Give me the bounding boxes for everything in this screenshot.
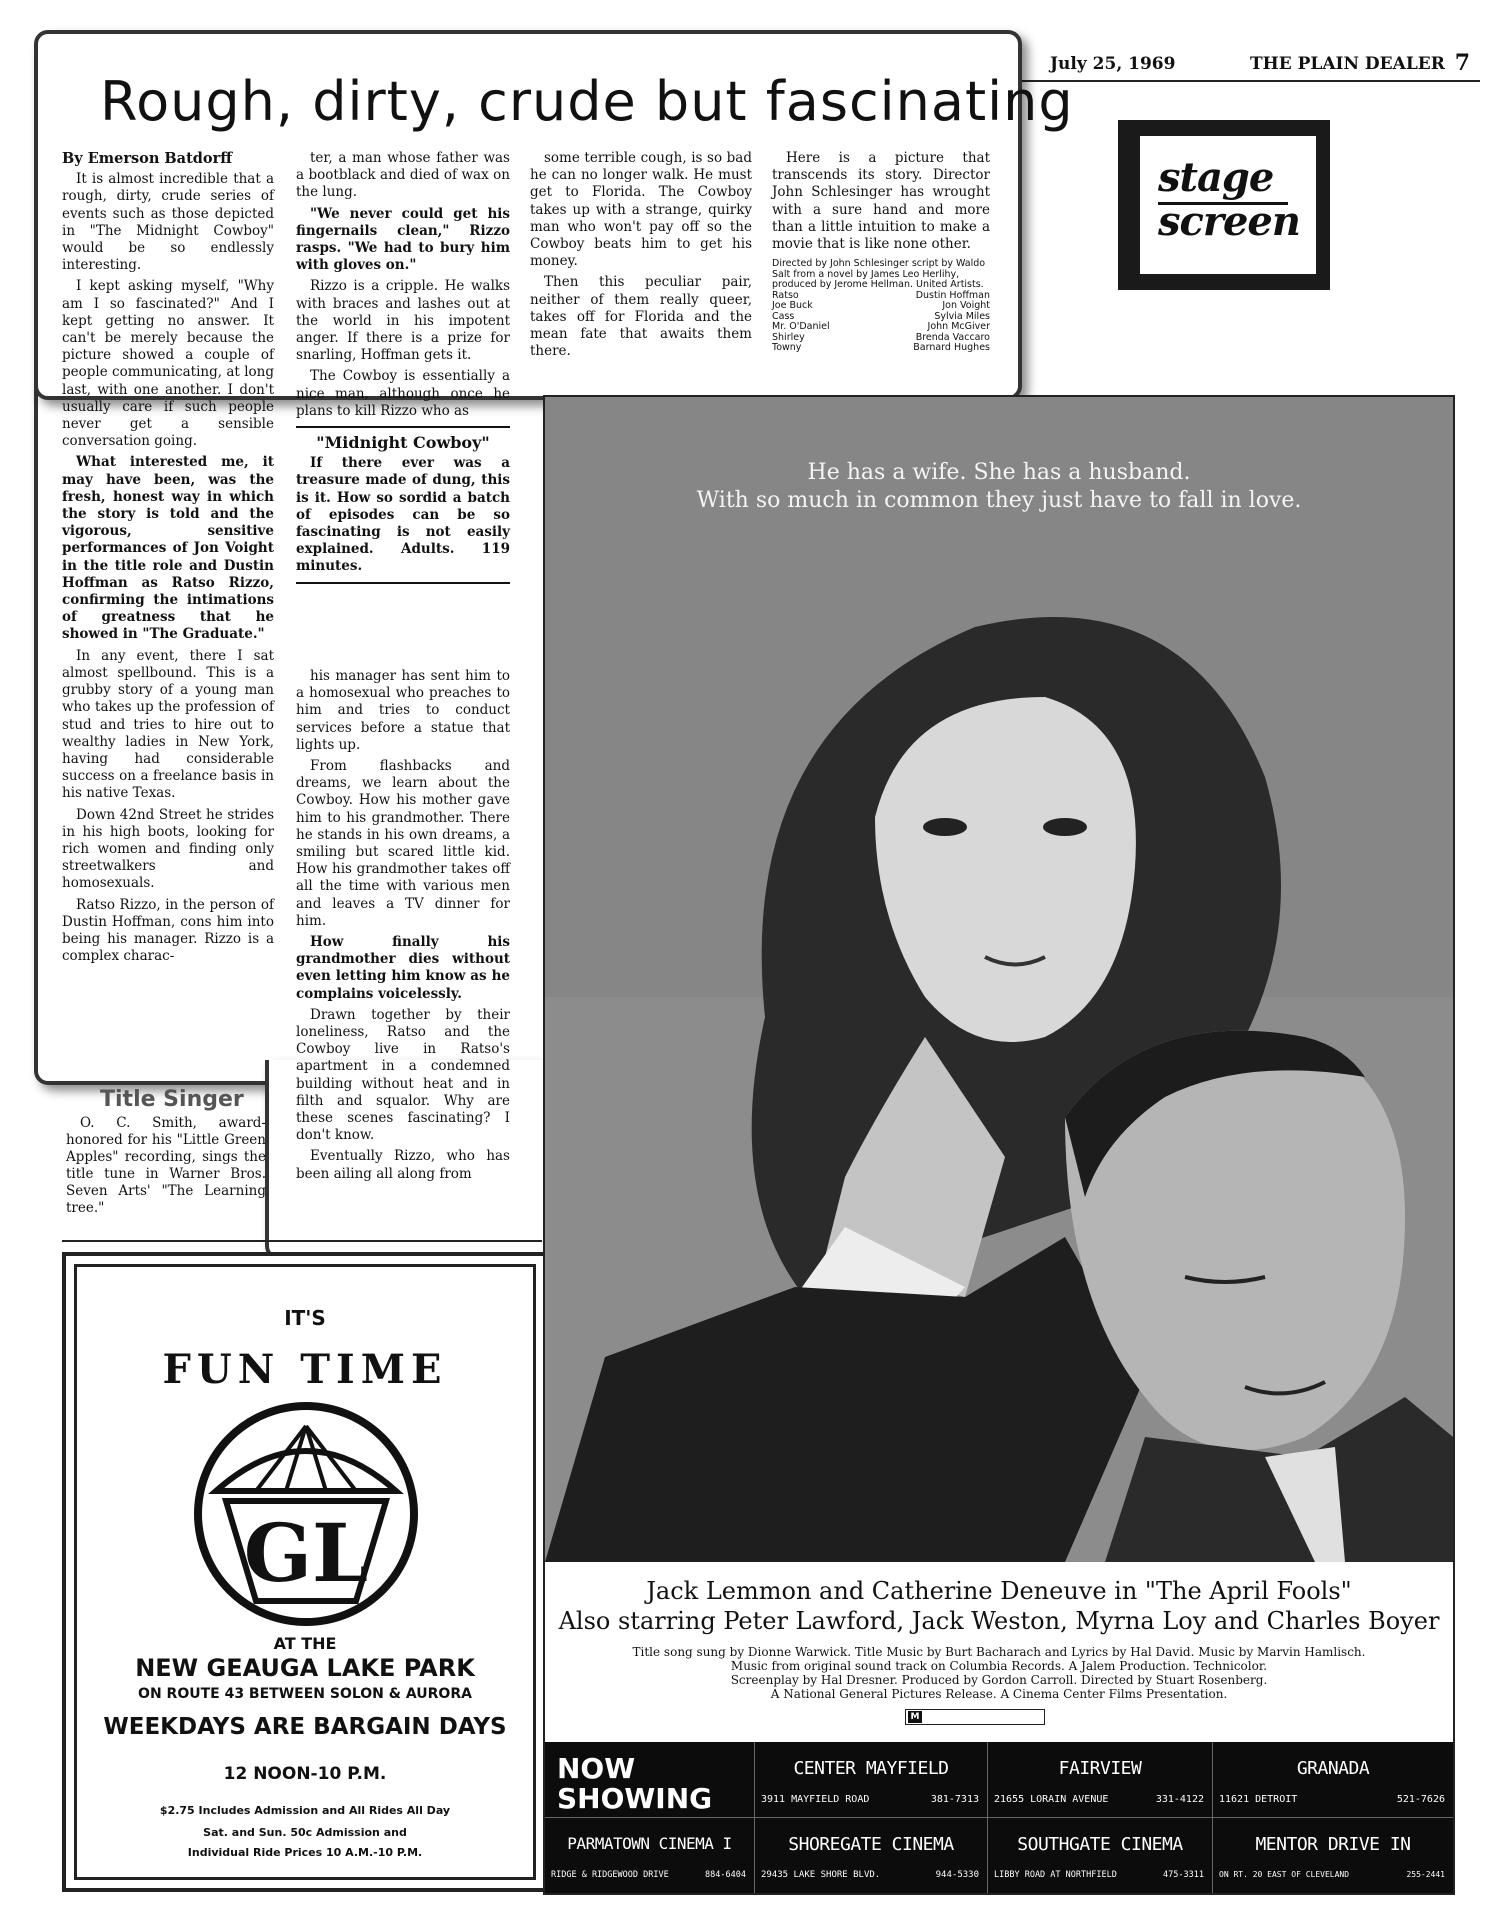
theater-cell <box>545 1818 755 1893</box>
fun-time-ad <box>62 1252 548 1892</box>
paragraph: Down 42nd Street he strides in his high boots, looking for rich women and finding only streetwalkers and homosexuals. <box>62 806 274 892</box>
paragraph: Then this peculiar pair, neither of them really queer, takes off for Florida and the mean fate that awaits them there. <box>530 274 752 360</box>
paragraph: some terrible cough, is so bad he can no longer walk. He must get to Florida. The Cowboy takes up with a strange, quirky man who won't pay off so the Cowboy beats him to get his money. <box>530 150 752 270</box>
theater-cell <box>1213 1742 1453 1818</box>
masthead-rule <box>1020 80 1480 82</box>
credit-row: Mr. O'Daniel John McGiver <box>772 321 990 333</box>
paragraph: his manager has sent him to a homosexual who preaches to him and tries to conduct services before a statue that lights up. <box>296 668 510 753</box>
fun-time-hours: 12 NOON-10 P.M. <box>223 1764 387 1784</box>
paragraph: The Cowboy is essentially a nice man, although once he plans to kill Rizzo who as <box>296 368 510 419</box>
theater-phone: 331-4122 <box>1155 1794 1204 1805</box>
credit-row: Ratso Dustin Hoffman <box>772 289 990 301</box>
theater-cell <box>755 1818 988 1893</box>
logo-line-screen: screen <box>1158 198 1300 245</box>
article-headline: Rough, dirty, crude but fascinating <box>100 70 1074 133</box>
tagline-line-1: He has a wife. She has a husband. <box>807 460 1191 485</box>
credit-row: Cass Sylvia Miles <box>772 310 990 322</box>
theater-phone: 255-2441 <box>1406 1870 1445 1879</box>
paragraph: From flashbacks and dreams, we learn about the Cowboy. How his mother gave him to his grandmother. There he stands in his own dreams, a smiling but scared little kid. How his grandmother takes off all the time with various men and leaves a TV dinner for him. <box>296 758 510 929</box>
couple-photo-icon <box>545 397 1453 1562</box>
theater-phone: 521-7626 <box>1396 1794 1445 1805</box>
paragraph: Drawn together by their loneliness, Ratso and the Cowboy live in Ratso's apartment in a condemned building without heat and in filth and squalor. Why are these scenes fascinating? I don't know. <box>296 1006 510 1144</box>
title-singer-heading: Title Singer <box>100 1087 244 1112</box>
paragraph: I kept asking myself, "Why am I so fascinated?" And I kept getting no answer. It can't be merely because the picture showed a couple of people communicating, at long last, with one another. I don't usually care if such people never get a sensible conversation going. <box>62 278 274 450</box>
review-box-title: "Midnight Cowboy" <box>316 433 490 453</box>
article-column-2 <box>296 150 510 590</box>
theater-cell <box>1213 1818 1453 1893</box>
logo-letters: GL <box>243 1506 369 1600</box>
fun-time-price: $2.75 Includes Admission and All Rides All Day <box>159 1804 451 1817</box>
carousel-logo-icon <box>146 1396 466 1626</box>
credits-intro: Directed by John Schlesinger script by Waldo Salt from a novel by James Leo Herlihy, produced by Jerome Hellman. United Artists. <box>772 258 986 291</box>
theater-address: LIBBY ROAD AT NORTHFIELD <box>994 1870 1117 1880</box>
april-fools-ad <box>543 395 1455 1895</box>
fun-time-at: AT THE <box>273 1634 337 1653</box>
credit-row: Joe Buck Jon Voight <box>772 300 990 312</box>
promo-photo <box>545 397 1453 1562</box>
ad-title-line-2: Also starring Peter Lawford, Jack Weston, Myrna Loy and Charles Boyer <box>558 1607 1440 1635</box>
article-column-3 <box>530 150 752 364</box>
theater-name: SHOREGATE CINEMA <box>788 1834 954 1855</box>
paragraph: In any event, there I sat almost spellbound. This is a grubby story of a young man who takes up the profession of stud and tries to hire out to wealthy ladies in New York, having had considerable success on a freelance basis in his native Texas. <box>62 647 274 802</box>
fun-time-its: IT'S <box>284 1306 326 1330</box>
section-rule <box>62 1240 542 1242</box>
ad-credits-line: Screenplay by Hal Dresner. Produced by Gordon Carroll. Directed by Stuart Rosenberg. <box>730 1673 1268 1687</box>
theater-name: SOUTHGATE CINEMA <box>1017 1834 1183 1855</box>
fun-time-route: ON ROUTE 43 BETWEEN SOLON & AURORA <box>138 1686 472 1702</box>
theater-phone: 944-5330 <box>935 1870 979 1880</box>
masthead <box>1050 50 1470 80</box>
paragraph: "We never could get his fingernails clean," Rizzo rasps. "We had to bury him with gloves on." <box>296 205 510 274</box>
film-credits <box>772 259 990 354</box>
now-showing-label: NOW SHOWING <box>557 1752 713 1815</box>
paragraph: What interested me, it may have been, was the fresh, honest way in which the story is told and the vigorous, sensitive performances of Jon Voight in the title role and Dustin Hoffman as Ratso Rizzo, confirming the intimations of greatness that he showed in "The Graduate." <box>62 454 274 643</box>
theater-address: 11621 DETROIT <box>1219 1794 1298 1805</box>
paragraph: Here is a picture that transcends its story. Director John Schlesinger has wrought with a sure hand and more than a little intuition to make a movie that is like none other. <box>772 150 990 253</box>
credit-row: Shirley Brenda Vaccaro <box>772 331 990 343</box>
box-rule-top <box>296 426 510 428</box>
fun-time-price: Sat. and Sun. 50c Admission and <box>203 1826 407 1839</box>
now-showing-cell <box>545 1742 755 1818</box>
theater-address: 21655 LORAIN AVENUE <box>994 1794 1109 1805</box>
theater-name: MENTOR DRIVE IN <box>1255 1834 1411 1855</box>
theater-name: CENTER MAYFIELD <box>793 1758 949 1779</box>
article-column-1 <box>62 150 274 969</box>
tagline-line-2: With so much in common they just have to fall in love. <box>696 488 1302 513</box>
page-number: 7 <box>1454 50 1470 76</box>
now-showing-panel <box>545 1742 1453 1893</box>
theater-cell <box>755 1742 988 1818</box>
fun-time-park: NEW GEAUGA LAKE PARK <box>135 1654 475 1682</box>
ad-title-line-1: Jack Lemmon and Catherine Deneuve in "The April Fools" <box>646 1577 1352 1605</box>
ad-credits-line: Music from original sound track on Columbia Records. A Jalem Production. Technicolor. <box>730 1659 1268 1673</box>
theater-name: FAIRVIEW <box>1058 1758 1142 1779</box>
fun-time-price: Individual Ride Prices 10 A.M.-10 P.M. <box>187 1846 423 1859</box>
theater-phone: 381-7313 <box>930 1794 979 1805</box>
title-singer-text: O. C. Smith, award-honored for his "Little Green Apples" recording, sings the title tune in Warner Bros. Seven Arts' "The Learning tree." <box>66 1115 266 1216</box>
rating-badge <box>905 1709 1045 1725</box>
paragraph: ter, a man whose father was a bootblack and died of wax on the lung. <box>296 150 510 201</box>
theater-address: 29435 LAKE SHORE BLVD. <box>761 1870 881 1880</box>
paragraph: Ratso Rizzo, in the person of Dustin Hoffman, cons him into being his manager. Rizzo is a complex charac- <box>62 896 274 965</box>
box-rule-bottom <box>296 582 510 584</box>
fun-time-bargain: WEEKDAYS ARE BARGAIN DAYS <box>103 1714 507 1740</box>
fun-time-title: FUN TIME <box>162 1346 448 1393</box>
credit-row: Towny Barnard Hughes <box>772 342 990 354</box>
theater-address: RIDGE & RIDGEWOOD DRIVE <box>551 1870 669 1880</box>
ad-credits-line: A National General Pictures Release. A Cinema Center Films Presentation. <box>770 1687 1228 1701</box>
theater-address: 3911 MAYFIELD ROAD <box>761 1794 870 1805</box>
theater-cell <box>988 1818 1213 1893</box>
ad-tagline <box>545 459 1453 515</box>
logo-line-stage: stage <box>1158 154 1274 201</box>
paragraph: Eventually Rizzo, who has been ailing all along from <box>296 1148 510 1182</box>
paragraph: It is almost incredible that a rough, dirty, crude series of events such as those depicted in "The Midnight Cowboy" would be so endlessly interesting. <box>62 171 274 274</box>
theater-address: ON RT. 20 EAST OF CLEVELAND <box>1219 1870 1350 1879</box>
article-column-2-continued <box>296 668 510 1187</box>
stage-screen-logo <box>1118 120 1330 290</box>
paragraph: How finally his grandmother dies without even letting him know as he complains voicelessly. <box>296 934 510 1002</box>
newspaper-name: THE PLAIN DEALER <box>1250 54 1445 74</box>
rating-letter: M <box>908 1711 922 1723</box>
issue-date: July 25, 1969 <box>1050 54 1176 74</box>
theater-cell <box>988 1742 1213 1818</box>
ad-credits-line: Title song sung by Dionne Warwick. Title Music by Burt Bacharach and Lyrics by Hal David. Music by Marvin Hamlisch. <box>632 1645 1366 1659</box>
theater-name: PARMATOWN CINEMA I <box>567 1834 732 1853</box>
theater-phone: 884-6404 <box>705 1870 746 1880</box>
theater-phone: 475-3311 <box>1163 1870 1204 1880</box>
paragraph: Rizzo is a cripple. He walks with braces and lashes out at the world in his impotent anger. If there is a prize for snarling, Hoffman gets it. <box>296 278 510 364</box>
article-column-4 <box>772 150 990 354</box>
review-box-text: If there ever was a treasure made of dung, this is it. How so sordid a batch of episodes can be so fascinating is not easily explained. Adults. 119 minutes. <box>296 455 510 575</box>
byline: By Emerson Batdorff <box>62 150 233 167</box>
theater-name: GRANADA <box>1296 1758 1370 1779</box>
